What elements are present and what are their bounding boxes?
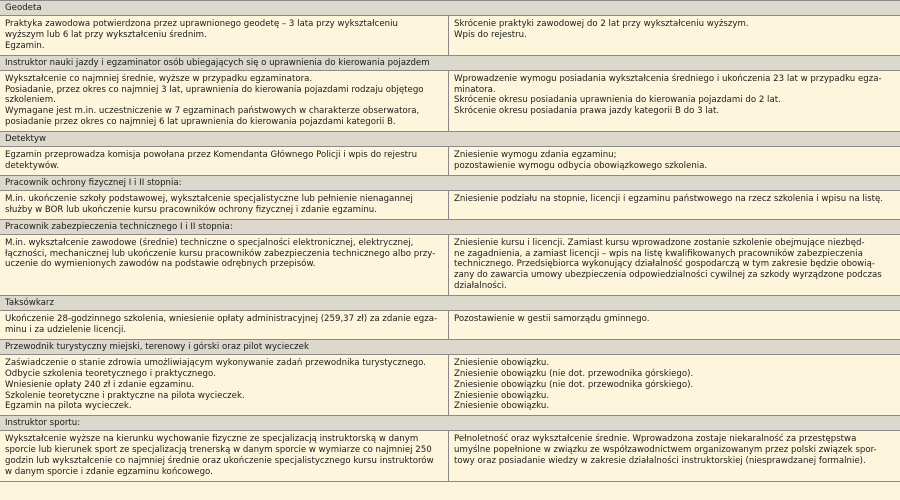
section-header: Instruktor sportu: [0, 416, 900, 431]
proposed-changes-cell [449, 71, 900, 131]
section-header: Taksówkarz [0, 296, 900, 311]
proposed-changes-cell [449, 431, 900, 481]
text-line: Ukończenie 28-godzinnego szkolenia, wniesienie opłaty administracyjnej (259,37 zł) za zdanie egza- [5, 314, 438, 325]
text-line: uczenie do wymienionych zawodów na podstawie odrębnych przepisów. [5, 259, 316, 270]
table-section [0, 340, 900, 416]
proposed-changes-cell [449, 191, 900, 219]
text-line: Posiadanie, przez okres co najmniej 3 lat, uprawnienia do kierowania pojazdami rodzaju objętego [5, 84, 424, 95]
text-line: Zniesienie podziału na stopnie, licencji i egzaminu państwowego na rzecz szkolenia i wpisu na listę. [454, 193, 884, 204]
text-line: działalności. [454, 281, 507, 292]
proposed-changes-cell [449, 311, 900, 339]
text-line: godzin lub wykształcenie co najmniej średnie oraz ukończenie specjalistycznego kursu instruktorów [5, 456, 434, 467]
text-line: Zniesienie obowiązku. [454, 357, 550, 368]
text-line: M.in. ukończenie szkoły podstawowej, wykształcenie specjalistyczne lub pełnienie nienagannej [5, 193, 413, 204]
text-line: Zniesienie obowiązku. [454, 401, 550, 412]
table-row [0, 355, 900, 416]
current-requirements-cell [0, 431, 449, 481]
table-row [0, 71, 900, 132]
text-line: posiadanie przez okres co najmniej 6 lat uprawnienia do kierowania pojazdami kategorii B. [5, 117, 396, 128]
table-row [0, 16, 900, 56]
current-requirements-cell [0, 147, 449, 175]
text-line: łączności, mechanicznej lub ukończenie kursu pracowników zabezpieczenia technicznego albo przy- [5, 248, 436, 259]
text-line: w danym sporcie i zdanie egzaminu końcowego. [5, 467, 213, 478]
text-line: pozostawienie wymogu odbycia obowiązkowego szkolenia. [454, 161, 708, 172]
text-line: Praktyka zawodowa potwierdzona przez uprawnionego geodetę – 3 lata przy wykształceniu [5, 19, 398, 29]
text-line: Odbycie szkolenia teoretycznego i praktycznego. [5, 368, 216, 379]
text-line: minu i za udzielenie licencji. [5, 325, 127, 336]
table-row [0, 147, 900, 176]
table-section [0, 56, 900, 132]
text-line: wyższym lub 6 lat przy wykształceniu średnim. [5, 29, 207, 40]
text-line: umyślne popełnione w związku ze współzawodnictwem organizowanym przez polski związek spor- [454, 445, 877, 456]
table-row [0, 235, 900, 296]
proposed-changes-cell [449, 235, 900, 295]
table-row [0, 311, 900, 340]
text-line: szkoleniem. [5, 95, 56, 106]
text-line: Egzamin na pilota wycieczek. [5, 401, 132, 412]
text-line: detektywów. [5, 161, 60, 172]
table-section [0, 1, 900, 56]
section-header: Pracownik zabezpieczenia technicznego I i II stopnia: [0, 220, 900, 235]
text-line: technicznego. Przedsiębiorca wykonujący działalność gospodarczą w tym zakresie będzie obowią- [454, 259, 875, 270]
text-line: służby w BOR lub ukończenie kursu pracowników ochrony fizycznej i zdanie egzaminu. [5, 204, 377, 215]
table-section [0, 296, 900, 340]
proposed-changes-cell [449, 147, 900, 175]
text-line: Wykształcenie co najmniej średnie, wyższe w przypadku egzaminatora. [5, 73, 313, 84]
table-section [0, 176, 900, 220]
table-section [0, 220, 900, 296]
section-header: Detektyw [0, 132, 900, 147]
text-line: Pełnoletność oraz wykształcenie średnie. Wprowadzona zostaje niekaralność za przestępstwa [454, 434, 857, 445]
section-header: Instruktor nauki jazdy i egzaminator osób ubiegających się o uprawnienia do kierowania pojazdem [0, 56, 900, 71]
text-line: Zniesienie obowiązku (nie dot. przewodnika górskiego). [454, 379, 694, 390]
text-line: Egzamin przeprowadza komisja powołana przez Komendanta Głównego Policji i wpis do rejestru [5, 150, 418, 161]
current-requirements-cell [0, 16, 449, 55]
table-row [0, 191, 900, 220]
proposed-changes-cell [449, 355, 900, 415]
text-line: M.in. wykształcenie zawodowe (średnie) techniczne o specjalności elektronicznej, elektrycznej, [5, 237, 414, 248]
table-section [0, 416, 900, 482]
current-requirements-cell [0, 191, 449, 219]
section-header: Geodeta [0, 1, 900, 16]
text-line: Wprowadzenie wymogu posiadania wykształcenia średniego i ukończenia 23 lat w przypadku egza- [454, 73, 882, 84]
text-line: Skrócenie okresu posiadania uprawnienia do kierowania pojazdami do 2 lat. [454, 95, 781, 106]
table-section [0, 132, 900, 176]
text-line: towy oraz posiadanie wiedzy w zakresie działalności instruktorskiej (niesprawdzanej formalnie). [454, 456, 866, 467]
text-line: Pozostawienie w gestii samorządu gminnego. [454, 314, 650, 325]
text-line: sporcie lub kierunek sport ze specjalizacją trenerską w danym sporcie w wymiarze co najmniej 250 [5, 445, 432, 456]
text-line: minatora. [454, 84, 496, 95]
text-line: Szkolenie teoretyczne i praktyczne na pilota wycieczek. [5, 390, 245, 401]
current-requirements-cell [0, 311, 449, 339]
section-header: Przewodnik turystyczny miejski, terenowy i górski oraz pilot wycieczek [0, 340, 900, 355]
text-line: Wykształcenie wyższe na kierunku wychowanie fizyczne ze specjalizacją instruktorską w danym [5, 434, 419, 445]
text-line: zany do zawarcia umowy ubezpieczenia odpowiedzialności cywilnej za szkody wyrządzone podczas [454, 270, 882, 281]
proposed-changes-cell [449, 16, 900, 55]
text-line: Wymagane jest m.in. uczestniczenie w 7 egzaminach państwowych w charakterze obserwatora, [5, 106, 420, 117]
text-line: ne zagadnienia, a zamiast licencji – wpis na listę kwalifikowanych pracowników zabezpieczenia [454, 248, 863, 259]
current-requirements-cell [0, 71, 449, 131]
table-row [0, 431, 900, 482]
text-line: Zniesienie obowiązku. [454, 390, 550, 401]
text-line: Zniesienie wymogu zdania egzaminu; [454, 150, 617, 161]
current-requirements-cell [0, 235, 449, 295]
text-line: Wniesienie opłaty 240 zł i zdanie egzaminu. [5, 379, 195, 390]
text-line: Wpis do rejestru. [454, 29, 527, 40]
text-line: Skrócenie praktyki zawodowej do 2 lat przy wykształceniu wyższym. [454, 19, 749, 29]
text-line: Zniesienie obowiązku (nie dot. przewodnika górskiego). [454, 368, 694, 379]
text-line: Skrócenie okresu posiadania prawa jazdy kategorii B do 3 lat. [454, 106, 720, 117]
text-line: Zaświadczenie o stanie zdrowia umożliwiającym wykonywanie zadań przewodnika turystycznego. [5, 357, 426, 368]
section-header: Pracownik ochrony fizycznej I i II stopnia: [0, 176, 900, 191]
current-requirements-cell [0, 355, 449, 415]
text-line: Egzamin. [5, 40, 45, 51]
text-line: Zniesienie kursu i licencji. Zamiast kursu wprowadzone zostanie szkolenie obejmujące niezbęd- [454, 237, 865, 248]
